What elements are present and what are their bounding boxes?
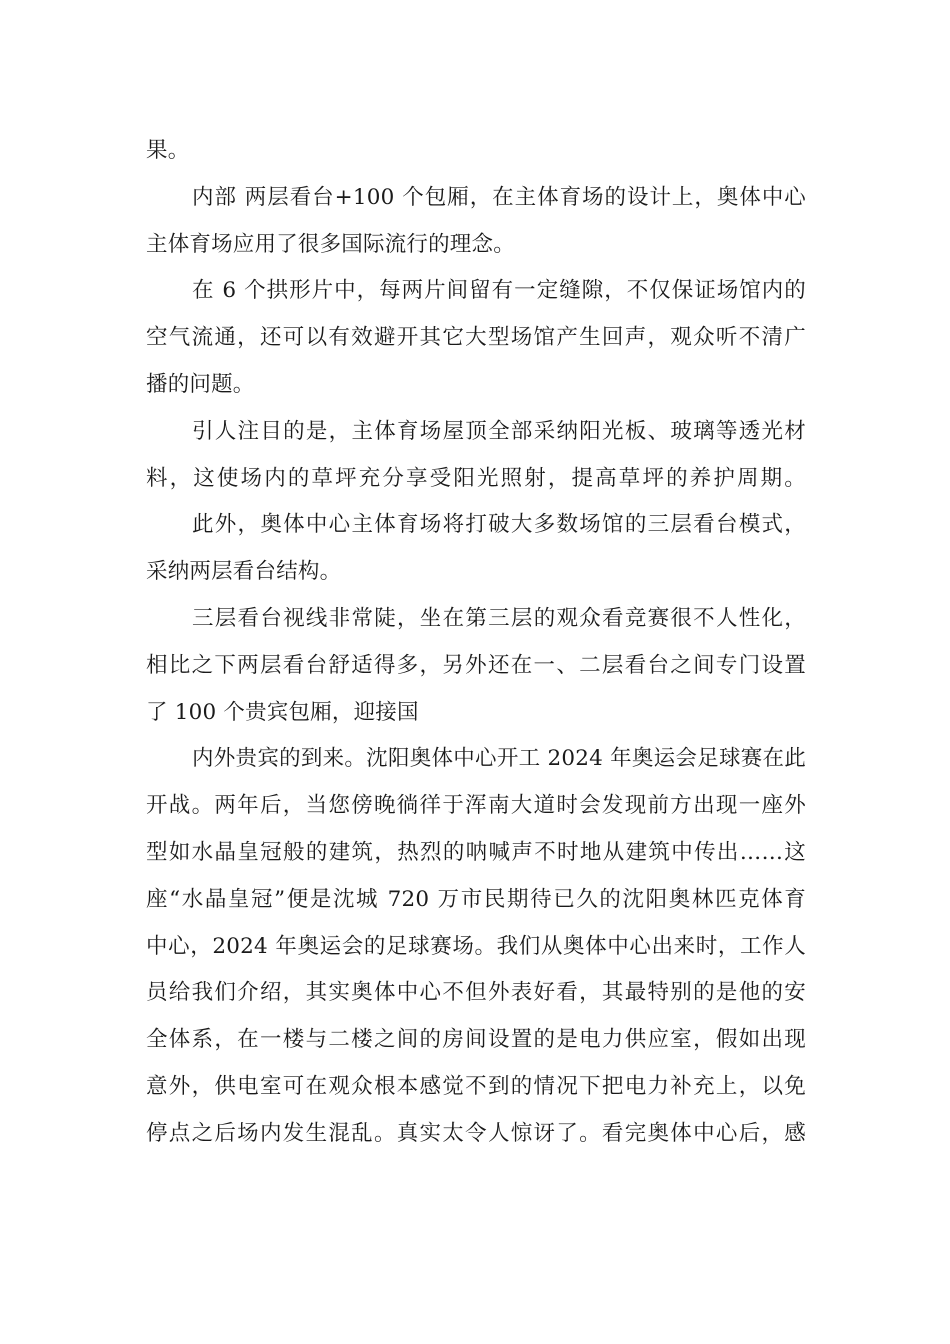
paragraph-start-line: 引人注目的是，主体育场屋顶全部采纳阳光板、玻璃等透光材 — [192, 418, 806, 444]
text-line: 料，这使场内的草坪充分享受阳光照射，提高草坪的养护周期。 — [146, 465, 806, 491]
text-line: 中心，2024 年奥运会的足球赛场。我们从奥体中心出来时，工作人 — [146, 933, 806, 959]
text-line: 果。 — [146, 138, 190, 163]
text-line: 主体育场应用了很多国际流行的理念。 — [146, 231, 515, 257]
text-line: 采纳两层看台结构。 — [146, 559, 342, 585]
paragraph-start-line: 内部 两层看台+100 个包厢，在主体育场的设计上，奥体中心 — [192, 184, 806, 210]
text-line: 座“水晶皇冠”便是沈城 720 万市民期待已久的沈阳奥林匹克体育 — [146, 886, 806, 912]
paragraph-start-line: 此外，奥体中心主体育场将打破大多数场馆的三层看台模式， — [192, 512, 806, 538]
paragraph-start-line: 在 6 个拱形片中，每两片间留有一定缝隙，不仅保证场馆内的 — [192, 278, 806, 304]
text-line: 停点之后场内发生混乱。真实太令人惊讶了。看完奥体中心后，感 — [146, 1120, 806, 1146]
paragraph-start-line: 三层看台视线非常陡，坐在第三层的观众看竞赛很不人性化， — [192, 605, 806, 631]
paragraph-start-line: 内外贵宾的到来。沈阳奥体中心开工 2024 年奥运会足球赛在此 — [192, 746, 806, 772]
text-line: 全体系，在一楼与二楼之间的房间设置的是电力供应室，假如出现 — [146, 1027, 806, 1053]
text-line: 型如水晶皇冠般的建筑，热烈的呐喊声不时地从建筑中传出……这 — [146, 839, 806, 865]
text-line: 相比之下两层看台舒适得多，另外还在一、二层看台之间专门设置 — [146, 652, 806, 678]
text-line: 员给我们介绍，其实奥体中心不但外表好看，其最特别的是他的安 — [146, 980, 806, 1006]
text-line: 空气流通，还可以有效避开其它大型场馆产生回声，观众听不清广 — [146, 325, 806, 351]
text-line: 开战。两年后，当您傍晚徜徉于浑南大道时会发现前方出现一座外 — [146, 793, 806, 819]
document-body — [146, 128, 806, 1158]
text-line: 播的问题。 — [146, 371, 255, 397]
text-line: 意外，供电室可在观众根本感觉不到的情况下把电力补充上，以免 — [146, 1073, 806, 1099]
text-line: 了 100 个贵宾包厢，迎接国 — [146, 699, 419, 725]
